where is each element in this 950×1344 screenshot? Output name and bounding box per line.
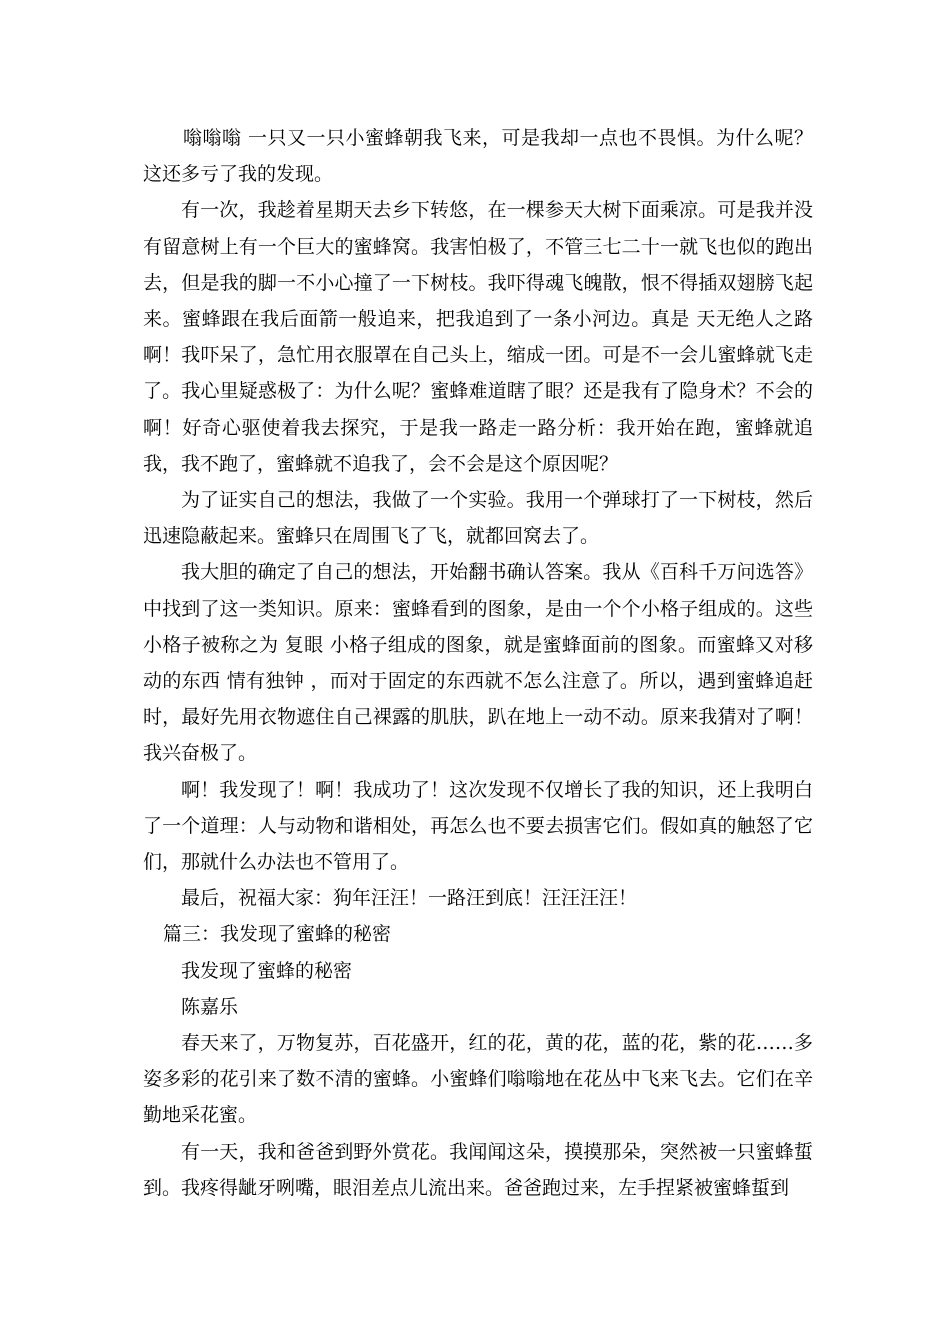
document-body xyxy=(143,120,813,1206)
section-heading: 篇三：我发现了蜜蜂的秘密 xyxy=(163,923,392,946)
paragraph-experiment: 为了证实自己的想法，我做了一个实验。我用一个弹球打了一下树枝，然后迅速隐蔽起来。蜜蜂只在周围飞了飞，就都回窝去了。 xyxy=(143,489,813,548)
paragraph-intro: 嗡嗡嗡 一只又一只小蜜蜂朝我飞来，可是我却一点也不畏惧。为什么呢？这还多亏了我的发现。 xyxy=(143,127,813,186)
paragraph-research: 我大胆的确定了自己的想法，开始翻书确认答案。我从《百科千万问选答》中找到了这一类知识。原来：蜜蜂看到的图象，是由一个个小格子组成的。这些小格子被称之为 复眼 小格子组成的图象，就是蜜蜂面前的图象。而蜜蜂又对移动的东西 情有独钟 ，而对于固定的东西就不怎么注意了。所以，遇到蜜蜂追赶时，最好先用衣物遮住自己裸露的肌肤，趴在地上一动不动。原来我猜对了啊！我兴奋极了。 xyxy=(143,561,813,765)
paragraph-incident: 有一次，我趁着星期天去乡下转悠，在一棵参天大树下面乘凉。可是我并没有留意树上有一个巨大的蜜蜂窝。我害怕极了，不管三七二十一就飞也似的跑出去，但是我的脚一不小心撞了一下树枝。我吓得魂飞魄散，恨不得插双翅膀飞起来。蜜蜂跟在我后面箭一般追来，把我追到了一条小河边。真是 天无绝人之路 啊！我吓呆了，急忙用衣服罩在自己头上，缩成一团。可是不一会儿蜜蜂就飞走了。我心里疑惑极了：为什么呢？蜜蜂难道瞎了眼？还是我有了隐身术？不会的啊！好奇心驱使着我去探究，于是我一路走一路分析：我开始在跑，蜜蜂就追我，我不跑了，蜜蜂就不追我了，会不会是这个原因呢？ xyxy=(143,199,813,475)
paragraph-reflection: 啊！我发现了！啊！我成功了！这次发现不仅增长了我的知识，还上我明白了一个道理：人与动物和谐相处，再怎么也不要去损害它们。假如真的触怒了它们，那就什么办法也不管用了。 xyxy=(143,778,813,874)
essay-title: 我发现了蜜蜂的秘密 xyxy=(181,959,353,982)
paragraph-sting: 有一天，我和爸爸到野外赏花。我闻闻这朵，摸摸那朵，突然被一只蜜蜂蜇到。我疼得龇牙咧嘴，眼泪差点儿流出来。爸爸跑过来，左手捏紧被蜜蜂蜇到 xyxy=(143,1140,813,1199)
paragraph-spring: 春天来了，万物复苏，百花盛开，红的花，黄的花，蓝的花，紫的花……多姿多彩的花引来了数不清的蜜蜂。小蜜蜂们嗡嗡地在花丛中飞来飞去。它们在辛勤地采花蜜。 xyxy=(143,1032,813,1127)
paragraph-closing: 最后，祝福大家：狗年汪汪！一路汪到底！汪汪汪汪！ xyxy=(181,887,638,910)
essay-author: 陈嘉乐 xyxy=(181,995,239,1018)
